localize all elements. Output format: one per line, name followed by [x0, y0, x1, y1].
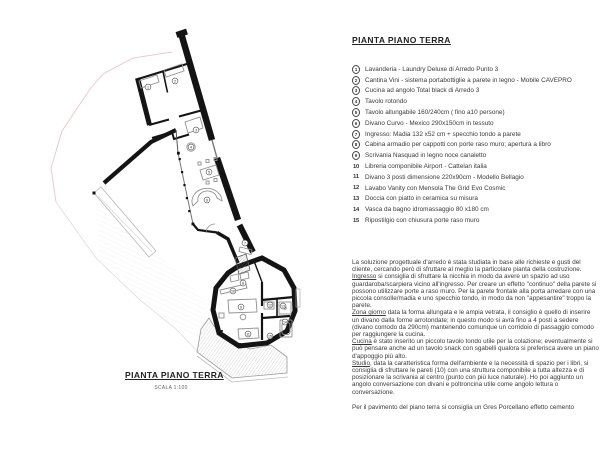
svg-text:10: 10: [231, 289, 235, 294]
legend-item-number: 8: [352, 140, 360, 149]
legend-item-text: Libreria componibile Airport - Cattelan italia: [365, 163, 487, 171]
legend-item-number: 9: [352, 151, 360, 160]
svg-text:14: 14: [283, 320, 287, 325]
notes-lead-word: Ingresso: [352, 273, 377, 281]
legend-item-number: 1: [352, 65, 360, 74]
notes-lead-word: Zona giorno: [352, 309, 386, 317]
svg-text:5: 5: [208, 170, 210, 175]
terrain: [51, 52, 205, 352]
legend-list: [352, 64, 598, 226]
plan-footer-title: PIANTA PIANO TERRA: [125, 370, 224, 380]
legend-item-4: [352, 96, 598, 107]
legend-item-text: Divano Curvo - Mexico 290x150cm in tessuto: [365, 119, 494, 127]
legend-item-3: [352, 86, 598, 97]
legend-item-text: Divano 3 posti dimensione 220x90cm - Modello Bellagio: [365, 173, 524, 181]
legend-item-6: [352, 118, 598, 129]
legend-item-text: Cabina armadio per cappotti con porte raso muro; apertura a libro: [365, 141, 551, 149]
legend-item-number: 11: [353, 174, 359, 181]
legend-item-15: [352, 215, 598, 226]
legend-item-number: 10: [352, 163, 360, 170]
legend-item-8: [352, 140, 598, 151]
legend-item-number: 3: [352, 86, 360, 95]
notes-lead-word: Cucina: [352, 338, 372, 346]
plan-footer-scale: SCALA 1:100: [154, 385, 188, 391]
legend-item-13: [352, 194, 598, 205]
legend-item-number: 14: [352, 206, 360, 213]
legend-item-number: 13: [352, 195, 360, 202]
legend-item-text: Lavabo Vanity con Mensola The Grid Evo Cosmic: [365, 184, 506, 192]
legend-item-text: Lavanderia - Laundry Deluxe di Arredo Punto 3: [365, 65, 499, 73]
svg-text:9: 9: [240, 305, 242, 310]
legend-item-text: Ingresso: Madia 132 x52 cm + specchio tondo a parete: [365, 130, 521, 138]
notes-paragraph-6: Per il pavimento del piano terra si consiglia un Gres Porcellano effetto cemento: [352, 403, 575, 411]
legend-item-text: Tavolo rotondo: [365, 98, 407, 106]
notes-lead-word: Studio: [352, 359, 370, 367]
legend-item-1: [352, 64, 598, 75]
svg-text:1: 1: [147, 85, 149, 90]
legend-item-number: 12: [352, 185, 360, 192]
legend-item-number: 15: [352, 217, 360, 224]
legend-item-9: [352, 150, 598, 161]
legend-item-text: Ripostilgio con chiusura porte raso muro: [365, 217, 480, 225]
legend-item-text: Vasca da bagno idromassaggio 80 x180 cm: [365, 206, 489, 214]
svg-text:15: 15: [268, 334, 272, 339]
svg-text:12: 12: [268, 303, 272, 308]
legend-item-text: Cucina ad angolo Total black di Arredo 3: [365, 87, 480, 95]
notes-paragraph-2: Ingresso si consiglia di sfruttare la nicchia in modo da avere un spazio ad uso guardaroba/scarpiera vicino all'ingresso. Per creare un effetto "continuo" della parete si possono utilizzare porte a raso muro. Per la parete frontale alla porta arredare con una piccola consolle/madia e uno specchio tondo, in modo da non "appesantire" troppo la parete.: [352, 273, 597, 310]
legend-item-12: [352, 183, 598, 194]
svg-text:2: 2: [174, 79, 176, 84]
legend-item-number: 4: [352, 97, 360, 106]
legend-item-text: Cantina Vini - sistema portabottiglie a parete in legno - Mobile CAVEPRO: [365, 76, 572, 84]
legend-title: PIANTA PIANO TERRA: [352, 35, 451, 45]
legend-item-number: 7: [352, 130, 360, 139]
legend-item-number: 6: [352, 119, 360, 128]
svg-text:4: 4: [190, 145, 192, 150]
svg-text:13: 13: [281, 304, 285, 309]
legend-item-11: [352, 172, 598, 183]
legend-item-number: 2: [352, 76, 360, 85]
legend-item-10: [352, 161, 598, 172]
legend-item-5: [352, 107, 598, 118]
legend-item-7: [352, 129, 598, 140]
legend-item-number: 5: [352, 108, 360, 117]
svg-text:7: 7: [244, 241, 246, 246]
notes: [352, 259, 599, 411]
notes-paragraph-4: Cucina è stato inserito un piccolo tavolo tondo utile per la colazione; eventualmente si può pensare anche ad un tavolo snack con sgabelli qualora si preferisca avere un piano d'appoggio più alto.: [352, 338, 599, 360]
legend-item-2: [352, 75, 598, 86]
notes-paragraph-5: Studio, data la caratteristica forma dell'ambiente e la necessità di spazio per i libri, si consiglia di sfruttare le pareti (10) con una struttura componibile a tutta altezza e di posizionare la scrivania al centro (punto con più luce naturale). Ho poi aggiunto un angolo conversazione con divani e poltroncina utile come angolo lettura o conversazione.: [352, 359, 589, 396]
legend-item-14: [352, 204, 598, 215]
svg-text:6: 6: [206, 198, 208, 203]
svg-text:11: 11: [246, 332, 250, 337]
legend-item-text: Tavolo allungabile 160/240cm ( fino a10 persone): [365, 109, 505, 117]
svg-text:3: 3: [195, 128, 197, 133]
notes-paragraph-3: Zona giorno data la forma allungata e le ampia vetrata, il consiglio è quello di inserire un divano dalla forme arrotondate; in questo modo si avrà fino a 4 posti a sedere (divano comodo da 290cm) mantenendo comunque un corridoio di passaggio comodo per raggiungere la cucina.: [352, 309, 594, 339]
legend-item-text: Doccia con piatto in ceramica su misura: [365, 195, 478, 203]
legend-item-text: Scrivania Nasquad in legno noce canaletto: [365, 152, 487, 160]
svg-text:8: 8: [242, 281, 244, 286]
notes-paragraph-1: La soluzione progettuale d'arredo è stata studiata in base alle richieste e gusti del cliente, cercando però di sfruttare al meglio la particolare pianta della costruzione.: [352, 259, 582, 274]
